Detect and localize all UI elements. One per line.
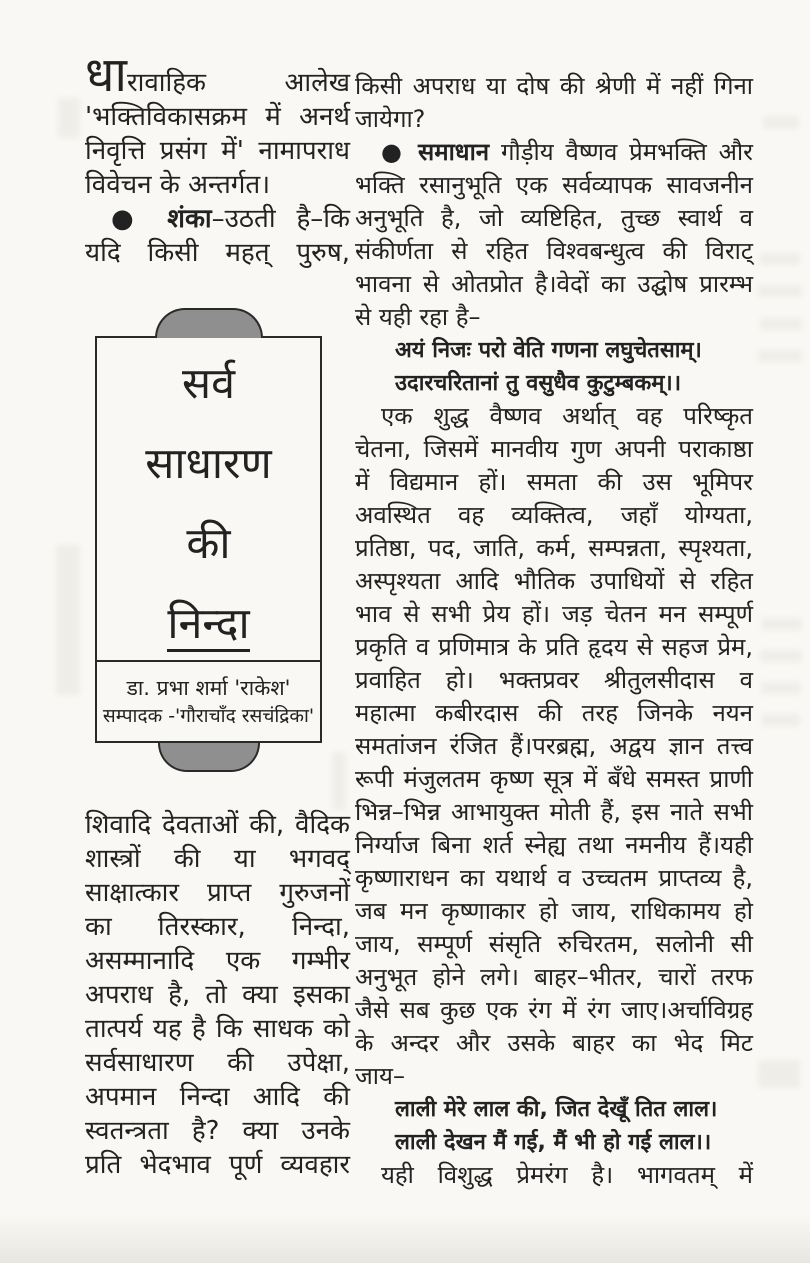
text-segment: 'भक्तिविकासक्रम में अनर्थ [85,102,350,132]
text-segment: अयं निजः परो वेति गणना लघुचेतसाम्। [395,338,702,363]
text-line [85,134,350,168]
scan-artifact [762,714,800,726]
text-segment: प्रवाहित हो। भक्तप्रवर श्रीतुलसीदास व [355,666,753,694]
text-segment: में विद्यमान हों। समता की उस भूमिपर [355,468,753,496]
text-segment: निर्ग्याज बिना शर्त स्नेह्य तथा नमनीय हैं।यही [355,831,753,859]
text-line [85,236,350,270]
decorative-semicircle-bottom-icon [158,743,260,772]
text-segment: अस्पृश्यता आदि भौतिक उपाधियों से रहित [355,567,753,595]
text-line [355,763,753,796]
text-line [355,70,753,103]
scan-edge-shadow [0,1215,810,1263]
text-segment: समाधान [418,138,490,166]
text-segment: प्रति भेदभाव पूर्ण व्यवहार [85,1150,350,1180]
text-segment: चेतना, जिसमें मानवीय गुण अपनी पराकाष्ठा [355,435,753,463]
drop-cap: धा [85,47,127,103]
text-line [355,235,753,268]
text-line [355,301,753,334]
title-word-text: साधारण [145,439,272,489]
title-word [97,344,320,424]
text-line [355,367,753,400]
text-line [355,829,753,862]
text-segment: असम्मानादि एक गम्भीर [85,946,350,976]
text-segment: सर्वसाधारण की उपेक्षा, [85,1048,350,1078]
text-segment: भक्ति रसानुभूति एक सर्वव्यापक सावजनीन [355,171,753,199]
text-segment: जैसे सब कुछ एक रंग में रंग जाए।अर्चाविग्रह [355,996,753,1024]
text-segment: यदि किसी महत् पुरुष, [85,238,350,268]
text-line [85,1046,350,1080]
text-segment: का तिरस्कार, निन्दा, [85,912,350,942]
text-segment: विवेचन के अन्तर्गत। [85,170,271,200]
decorative-semicircle-top-icon [155,308,263,338]
scan-artifact [56,545,80,695]
text-segment: लाली देखन मैं गई, मैं भी हो गई लाल।। [395,1130,712,1155]
text-line [355,664,753,697]
text-line [85,876,350,910]
text-line [355,169,753,202]
editor-credit: सम्पादक -'गौराचाँद रसचंद्रिका' [102,705,315,727]
title-word [97,584,320,664]
text-line [355,1093,753,1126]
text-segment: शास्त्रों की या भगवद् [85,844,350,874]
text-segment: रूपी मंजुलतम कृष्ण सूत्र में बँधे समस्त प्राणी [355,765,753,793]
text-segment: समतांजन रंजित हैं।परब्रह्म, अद्वय ज्ञान तत्त्व [355,732,753,760]
article-title-box [95,336,322,743]
left-body-paragraph [85,808,350,1182]
text-segment: तात्पर्य यह है कि साधक को [85,1014,350,1044]
text-line [355,1126,753,1159]
text-segment: संकीर्णता से रहित विश्वबन्धुत्व की विराट् [355,237,753,265]
text-segment: साक्षात्कार प्राप्त गुरुजनों [85,878,350,908]
text-line [85,978,350,1012]
text-segment: एक शुद्ध वैष्णव अर्थात् वह परिष्कृत [381,402,753,430]
scan-artifact [58,98,80,138]
right-body-column [355,70,753,1192]
scan-artifact [332,752,346,810]
text-segment: के अन्दर और उसके बाहर का भेद मिट [355,1029,753,1057]
text-line [355,862,753,895]
text-line [355,334,753,367]
text-segment: –उठती है–कि [211,204,350,234]
text-line [85,944,350,978]
text-line [355,268,753,301]
text-line [355,928,753,961]
left-intro-paragraph [85,47,350,270]
text-segment: जब मन कृष्णाकार हो जाय, राधिकामय हो [355,897,753,925]
text-segment: महात्मा कबीरदास की तरह जिनके नयन [355,699,753,727]
text-segment: उदारचरितानां तु वसुधैव कुटुम्बकम्।। [395,371,682,396]
text-line [355,796,753,829]
text-segment: जाय– [355,1062,405,1090]
text-segment: जाय, सम्पूर्ण संसृति रुचिरतम, सलोनी सी [355,930,753,958]
text-segment: गौड़ीय वैष्णव प्रेमभक्ति और [489,138,753,166]
text-line [355,895,753,928]
text-line [355,994,753,1027]
text-line [85,1080,350,1114]
text-segment: भावना से ओतप्रोत है।वेदों का उद्घोष प्रारम्भ [355,270,753,298]
text-segment: ● [381,138,419,166]
text-line [355,961,753,994]
text-segment: शिवादि देवताओं की, वैदिक [85,810,350,840]
title-word-text: सर्व [182,359,235,409]
text-line [85,842,350,876]
text-line [355,697,753,730]
title-word [97,424,320,504]
text-line [355,1060,753,1093]
scan-artifact [763,116,799,129]
scan-artifact [760,318,802,330]
text-segment: अवस्थित वह व्यक्तित्व, जहाँ योग्यता, [355,501,753,529]
text-line [85,1012,350,1046]
text-line [355,103,753,136]
article-title [97,338,320,660]
scan-artifact [758,350,802,362]
scan-artifact [760,253,800,265]
text-line [85,1114,350,1148]
text-line [355,1159,753,1192]
text-line [355,202,753,235]
text-line [355,466,753,499]
text-segment: शंका [167,204,212,234]
author-block [97,660,320,741]
text-segment: अपराध है, तो क्या इसका [85,980,350,1010]
text-segment: किसी अपराध या दोष की श्रेणी में नहीं गिना [355,72,753,100]
text-segment: यही विशुद्ध प्रेमरंग है। भागवतम् में [381,1161,753,1189]
text-segment: कृष्णाराधन का यथार्थ व उच्चतम प्राप्तव्य है, [355,864,753,892]
text-segment: ● [111,204,168,234]
scan-artifact [762,618,802,630]
author-name: डा. प्रभा शर्मा 'राकेश' [126,676,291,700]
text-line [355,136,753,169]
text-line [85,910,350,944]
text-segment: रावाहिक आलेख [126,68,350,98]
text-line [355,565,753,598]
text-line [355,598,753,631]
text-line [355,433,753,466]
text-line [85,168,350,202]
text-segment: भिन्न–भिन्न आभायुक्त मोती हैं, इस नाते सभी [355,798,753,826]
scan-artifact [761,682,801,694]
text-segment: लाली मेरे लाल की, जित देखूँ तित लाल। [395,1097,718,1122]
text-line [355,631,753,664]
scan-artifact [758,285,802,297]
text-line [85,202,350,236]
title-word-text: की [186,519,231,569]
scan-artifact [760,650,802,662]
title-word-text: निन्दा [167,600,249,652]
text-segment: स्वतन्त्रता है? क्या उनके [85,1116,350,1146]
text-segment: जायेगा? [355,105,426,133]
text-segment: प्रकृति व प्रणिमात्र के प्रति हृदय से सहज प्रेम, [355,633,753,661]
text-line [85,1148,350,1182]
title-word [97,504,320,584]
text-segment: भाव से सभी प्रेय हों। जड़ चेतन मन सम्पूर्ण [355,600,753,628]
text-segment: अपमान निन्दा आदि की [85,1082,350,1112]
text-segment: अनुभूत होने लगे। बाहर–भीतर, चारों तरफ [355,963,753,991]
text-line [355,532,753,565]
text-line [355,1027,753,1060]
scan-artifact [758,1060,800,1088]
text-segment: अनुभूति है, जो व्यष्टिहित, तुच्छ स्वार्थ व [355,204,753,232]
text-segment: प्रतिष्ठा, पद, जाति, कर्म, सम्पन्नता, स्पृश्यता, [355,534,753,562]
text-line [355,499,753,532]
text-line [85,47,350,103]
text-line [85,808,350,842]
text-line [85,100,350,134]
text-line [355,730,753,763]
text-segment: से यही रहा है– [355,303,481,331]
text-line [355,400,753,433]
text-segment: निवृत्ति प्रसंग में' नामापराध [85,136,350,166]
